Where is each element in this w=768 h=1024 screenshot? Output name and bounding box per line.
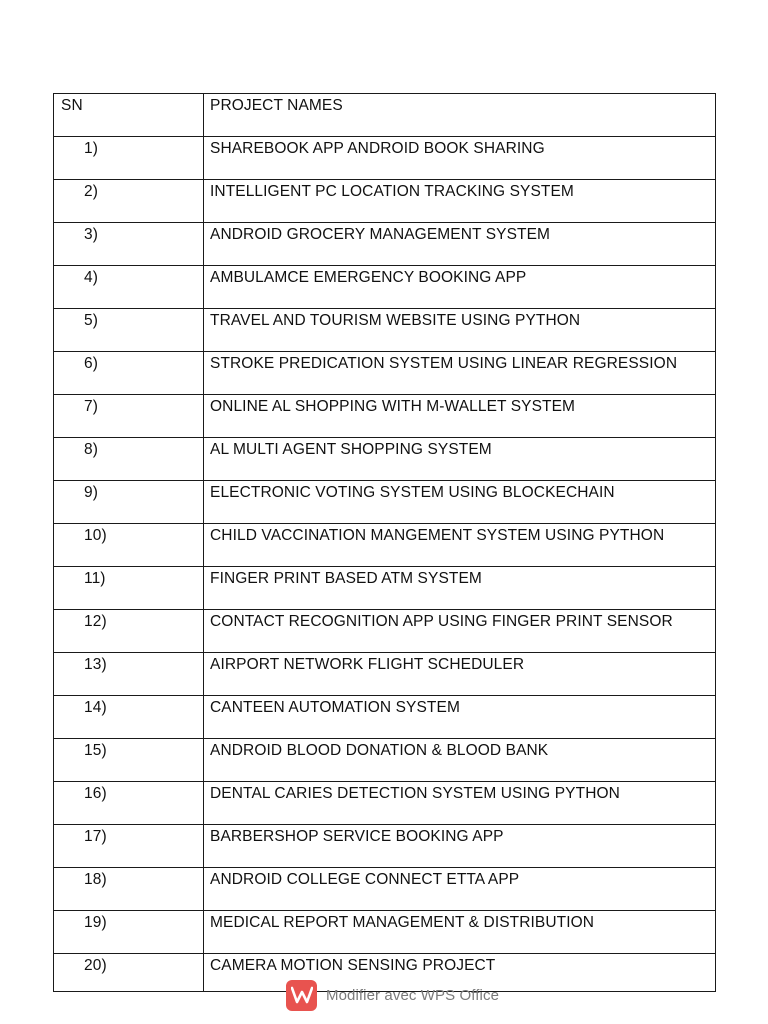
project-name-cell: CONTACT RECOGNITION APP USING FINGER PRINT SENSOR (204, 610, 716, 653)
sn-cell: 12) (54, 610, 204, 653)
sn-cell: 16) (54, 782, 204, 825)
project-name-cell: AL MULTI AGENT SHOPPING SYSTEM (204, 438, 716, 481)
project-name-cell: BARBERSHOP SERVICE BOOKING APP (204, 825, 716, 868)
wps-office-footer[interactable] (286, 979, 499, 1011)
project-name-cell: ANDROID COLLEGE CONNECT ETTA APP (204, 868, 716, 911)
sn-cell: 8) (54, 438, 204, 481)
table-row (54, 223, 716, 266)
table-row (54, 653, 716, 696)
sn-cell: 11) (54, 567, 204, 610)
sn-cell: 5) (54, 309, 204, 352)
sn-cell: 3) (54, 223, 204, 266)
table-row (54, 524, 716, 567)
table-row (54, 739, 716, 782)
sn-cell: 19) (54, 911, 204, 954)
table-row (54, 438, 716, 481)
table-row (54, 180, 716, 223)
sn-cell: 14) (54, 696, 204, 739)
project-name-cell: ANDROID BLOOD DONATION & BLOOD BANK (204, 739, 716, 782)
wps-footer-text[interactable]: Modifier avec WPS Office (326, 986, 500, 1004)
sn-cell: 10) (54, 524, 204, 567)
project-name-cell: FINGER PRINT BASED ATM SYSTEM (204, 567, 716, 610)
project-name-cell: CAMERA MOTION SENSING PROJECT (204, 954, 716, 992)
sn-cell: 1) (54, 137, 204, 180)
sn-cell: 13) (54, 653, 204, 696)
sn-cell: 9) (54, 481, 204, 524)
table-row (54, 567, 716, 610)
project-name-cell: DENTAL CARIES DETECTION SYSTEM USING PYTHON (204, 782, 716, 825)
table-row (54, 825, 716, 868)
project-name-cell: ELECTRONIC VOTING SYSTEM USING BLOCKECHAIN (204, 481, 716, 524)
table-row (54, 481, 716, 524)
sn-cell: 2) (54, 180, 204, 223)
sn-cell: 7) (54, 395, 204, 438)
project-name-cell: MEDICAL REPORT MANAGEMENT & DISTRIBUTION (204, 911, 716, 954)
table-row (54, 610, 716, 653)
wps-logo-glyph-icon (291, 986, 313, 1004)
project-name-cell: ANDROID GROCERY MANAGEMENT SYSTEM (204, 223, 716, 266)
project-name-cell: ONLINE AL SHOPPING WITH M-WALLET SYSTEM (204, 395, 716, 438)
project-name-cell: STROKE PREDICATION SYSTEM USING LINEAR REGRESSION (204, 352, 716, 395)
project-name-cell: TRAVEL AND TOURISM WEBSITE USING PYTHON (204, 309, 716, 352)
sn-cell: 6) (54, 352, 204, 395)
sn-column-header: SN (54, 94, 204, 137)
project-name-cell: INTELLIGENT PC LOCATION TRACKING SYSTEM (204, 180, 716, 223)
project-name-cell: AMBULAMCE EMERGENCY BOOKING APP (204, 266, 716, 309)
table-row (54, 309, 716, 352)
sn-cell: 20) (54, 954, 204, 992)
table-row (54, 911, 716, 954)
sn-cell: 15) (54, 739, 204, 782)
project-name-cell: SHAREBOOK APP ANDROID BOOK SHARING (204, 137, 716, 180)
table-row (54, 395, 716, 438)
project-name-cell: AIRPORT NETWORK FLIGHT SCHEDULER (204, 653, 716, 696)
table-row (54, 868, 716, 911)
sn-cell: 4) (54, 266, 204, 309)
table-row (54, 266, 716, 309)
wps-logo-icon[interactable] (286, 980, 317, 1011)
project-names-column-header: PROJECT NAMES (204, 94, 716, 137)
table-row (54, 352, 716, 395)
sn-cell: 18) (54, 868, 204, 911)
project-name-cell: CHILD VACCINATION MANGEMENT SYSTEM USING PYTHON (204, 524, 716, 567)
project-table (53, 93, 716, 992)
table-body (54, 137, 716, 992)
table-header-row (54, 94, 716, 137)
table-row (54, 137, 716, 180)
sn-cell: 17) (54, 825, 204, 868)
table-row (54, 696, 716, 739)
table-row (54, 782, 716, 825)
project-name-cell: CANTEEN AUTOMATION SYSTEM (204, 696, 716, 739)
